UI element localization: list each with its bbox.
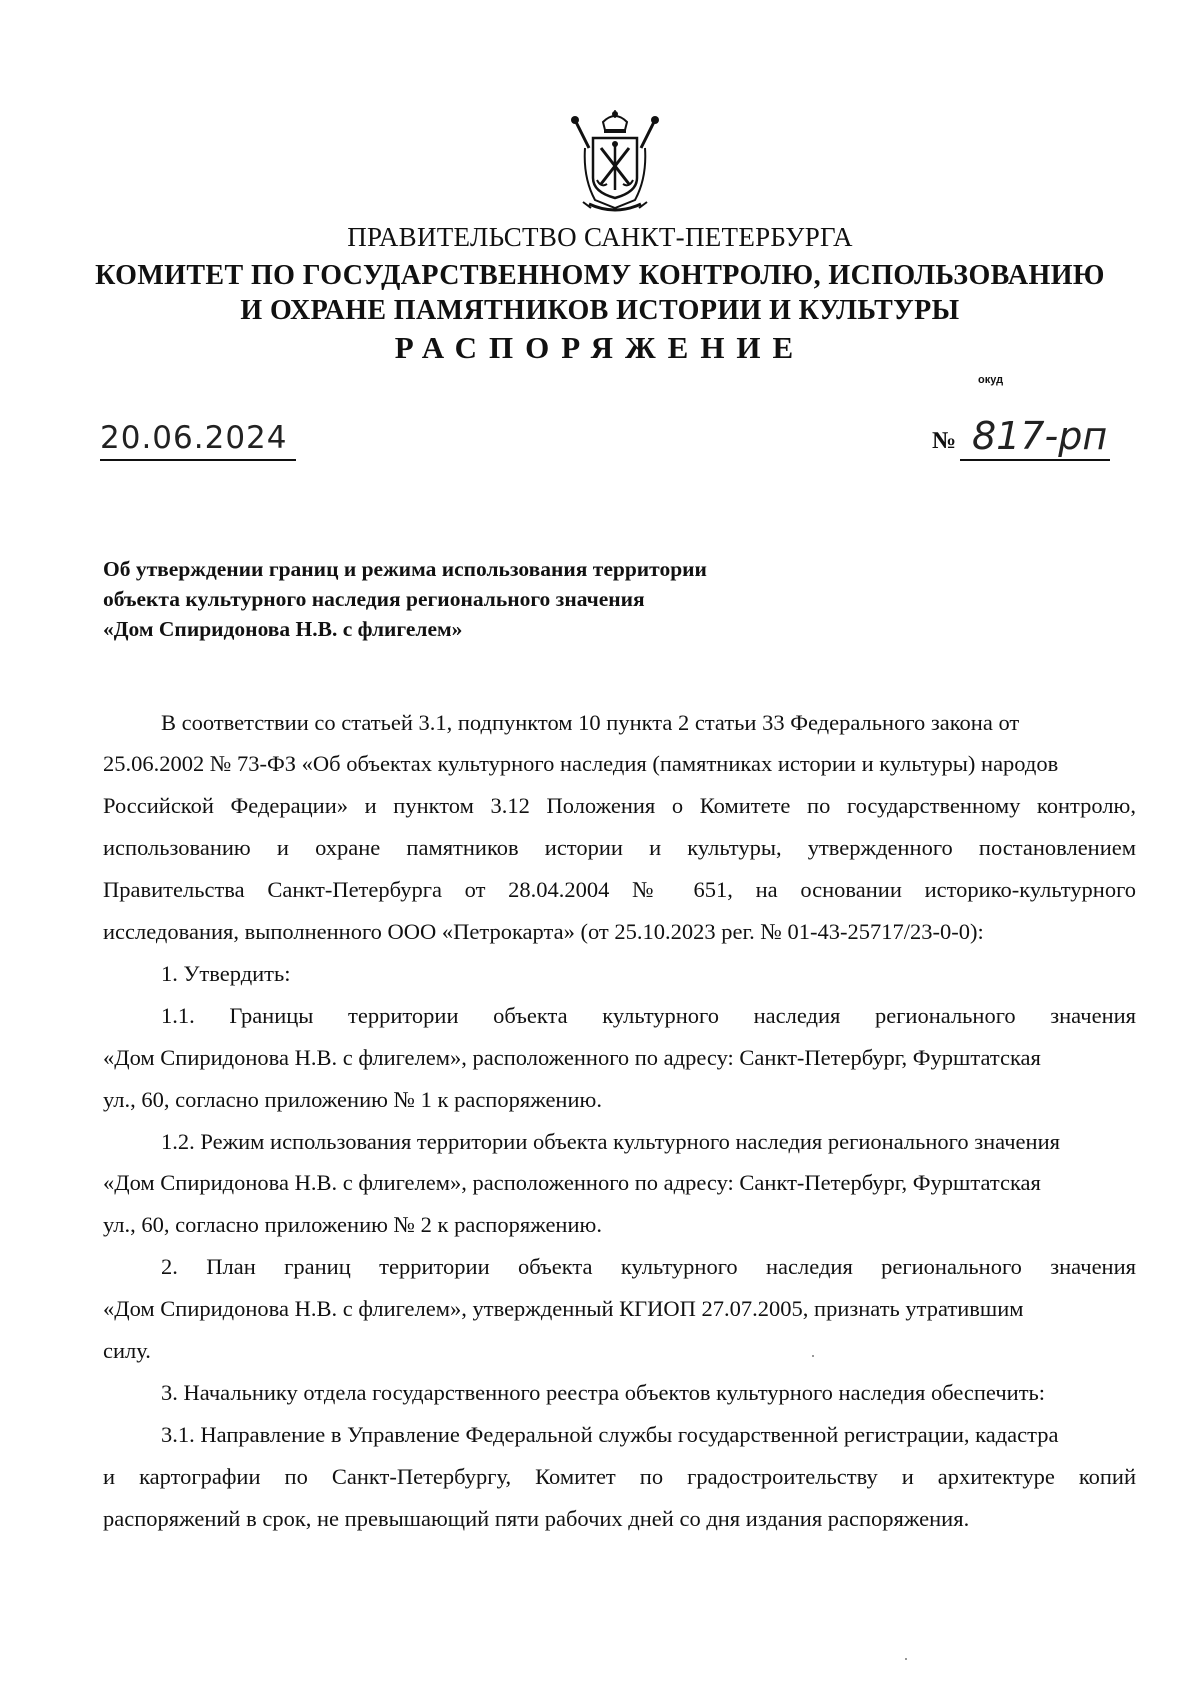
- number-underline: [960, 459, 1110, 461]
- body-line: В соответствии со статьей 3.1, подпунктом 10 пункта 2 статьи 33 Федерального закона от: [161, 710, 1020, 735]
- body-line: 3. Начальнику отдела государственного реестра объектов культурного наследия обеспечить:: [161, 1380, 1046, 1405]
- committee-title-line2: И ОХРАНЕ ПАМЯТНИКОВ ИСТОРИИ И КУЛЬТУРЫ: [240, 295, 960, 326]
- scan-speck: [905, 1658, 907, 1660]
- subject-line: объекта культурного наследия регионального значения: [103, 587, 645, 611]
- body-line: исследования, выполненного ООО «Петрокарта» (от 25.10.2023 рег. № 01-43-25717/23-0-0):: [103, 919, 984, 944]
- government-title: ПРАВИТЕЛЬСТВО САНКТ-ПЕТЕРБУРГА: [347, 222, 853, 252]
- document-number: 817-рп: [972, 414, 1108, 458]
- body-line: «Дом Спиридонова Н.В. с флигелем», расположенного по адресу: Санкт-Петербург, Фурштатская: [103, 1045, 1041, 1070]
- okud-label: окуд: [978, 374, 1004, 386]
- body-line: 1.2. Режим использования территории объекта культурного наследия регионального значения: [161, 1129, 1060, 1154]
- body-line: силу.: [103, 1338, 151, 1363]
- body-line: «Дом Спиридонова Н.В. с флигелем», утвержденный КГИОП 27.07.2005, признать утратившим: [103, 1296, 1024, 1321]
- body-line: 25.06.2002 № 73-ФЗ «Об объектах культурного наследия (памятниках истории и культуры) народов: [103, 751, 1059, 776]
- document-date: 20.06.2024: [100, 420, 288, 456]
- body-line: и картографии по Санкт-Петербургу, Комитет по градостроительству и архитектуре копий: [103, 1464, 1136, 1489]
- document-type-title: РАСПОРЯЖЕНИЕ: [394, 330, 806, 365]
- document-subject: [103, 554, 1003, 644]
- body-line: Российской Федерации» и пунктом 3.12 Положения о Комитете по государственному контролю,: [103, 793, 1136, 818]
- body-line: 3.1. Направление в Управление Федеральной службы государственной регистрации, кадастра: [161, 1422, 1059, 1447]
- coat-of-arms-icon: [565, 108, 665, 218]
- date-underline: [100, 459, 296, 461]
- body-line: ул., 60, согласно приложению № 2 к распоряжению.: [103, 1212, 602, 1237]
- body-line: Правительства Санкт-Петербурга от 28.04.2004 № 651, на основании историко-культурного: [103, 877, 1136, 902]
- body-line: «Дом Спиридонова Н.В. с флигелем», расположенного по адресу: Санкт-Петербург, Фурштатская: [103, 1170, 1041, 1195]
- body-line: 1. Утвердить:: [161, 961, 291, 986]
- body-line: распоряжений в срок, не превышающий пяти рабочих дней со дня издания распоряжения.: [103, 1506, 970, 1531]
- number-sign: №: [932, 428, 957, 454]
- subject-line: Об утверждении границ и режима использования территории: [103, 557, 707, 581]
- committee-title-line1: КОМИТЕТ ПО ГОСУДАРСТВЕННОМУ КОНТРОЛЮ, ИСПОЛЬЗОВАНИЮ: [95, 260, 1105, 291]
- body-line: ул., 60, согласно приложению № 1 к распоряжению.: [103, 1087, 602, 1112]
- scan-speck: [812, 1355, 814, 1357]
- body-line: 2. План границ территории объекта культурного наследия регионального значения: [161, 1254, 1136, 1279]
- body-line: использованию и охране памятников истории и культуры, утвержденного постановлением: [103, 835, 1136, 860]
- body-line: 1.1. Границы территории объекта культурного наследия регионального значения: [161, 1003, 1136, 1028]
- subject-line: «Дом Спиридонова Н.В. с флигелем»: [103, 617, 463, 641]
